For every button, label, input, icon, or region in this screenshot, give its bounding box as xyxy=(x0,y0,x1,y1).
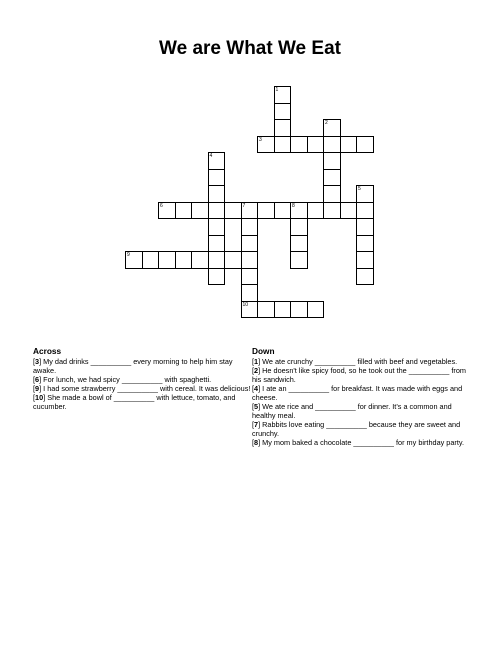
grid-cell[interactable] xyxy=(356,218,374,236)
grid-cell[interactable] xyxy=(158,251,176,269)
grid-cell[interactable] xyxy=(257,136,275,154)
grid-cell[interactable] xyxy=(257,301,275,319)
clue-number: 9 xyxy=(127,252,130,258)
grid-cell[interactable] xyxy=(191,251,209,269)
grid-cell[interactable] xyxy=(224,251,242,269)
grid-cell[interactable] xyxy=(307,136,325,154)
grid-cell[interactable] xyxy=(208,251,226,269)
grid-cell[interactable] xyxy=(241,202,259,220)
grid-cell[interactable] xyxy=(241,268,259,286)
grid-cell[interactable] xyxy=(274,136,292,154)
grid-cell[interactable] xyxy=(208,268,226,286)
grid-cell[interactable] xyxy=(290,235,308,253)
grid-cell[interactable] xyxy=(274,301,292,319)
clue-across-9: [9] I had some strawberry __________ with cereal. It was delicious! xyxy=(33,383,251,393)
grid-cell[interactable] xyxy=(356,185,374,203)
grid-cell[interactable] xyxy=(340,136,358,154)
clue-number: 3 xyxy=(259,136,262,143)
grid-cell[interactable] xyxy=(208,152,226,170)
grid-cell[interactable] xyxy=(241,301,259,319)
clue-number: 10 xyxy=(242,301,249,308)
grid-cell[interactable] xyxy=(323,136,341,154)
grid-cell[interactable] xyxy=(323,169,341,187)
grid-cell[interactable] xyxy=(274,86,292,104)
grid-cell[interactable] xyxy=(356,268,374,286)
clue-across-3: [3] My dad drinks __________ every morning to help him stay awake. xyxy=(33,357,233,375)
clue-down-7: [7] Rabbits love eating __________ because they are sweet and crunchy. xyxy=(252,419,461,438)
clue-number: 1 xyxy=(275,87,279,93)
grid-cell[interactable] xyxy=(290,301,308,319)
clue-number: 2 xyxy=(325,120,328,126)
clue-down-5: [5] We ate rice and __________ for dinner. It’s a common and healthy meal. xyxy=(252,401,452,420)
grid-cell[interactable] xyxy=(274,202,292,220)
grid-cell[interactable] xyxy=(323,202,341,220)
grid-cell[interactable] xyxy=(208,235,226,253)
grid-cell[interactable] xyxy=(356,235,374,253)
down-heading: Down xyxy=(252,346,275,356)
grid-cell[interactable] xyxy=(224,202,242,220)
grid-cell[interactable] xyxy=(274,103,292,121)
grid-cell[interactable] xyxy=(290,136,308,154)
clue-down-2: [2] He doesn't like spicy food, so he took out the __________ from his sandwich. xyxy=(252,366,466,384)
clue-down-1: [1] We ate crunchy __________ filled with beef and vegetables. xyxy=(252,357,458,366)
grid-cell[interactable] xyxy=(241,218,259,236)
grid-cell[interactable] xyxy=(208,218,226,236)
grid-cell[interactable] xyxy=(175,251,193,269)
grid-cell[interactable] xyxy=(208,202,226,220)
clue-across-6: [6] For lunch, we had spicy __________ with spaghetti. xyxy=(33,374,212,384)
clue-across-10: [10] She made a bowl of __________ with lettuce, tomato, and cucumber. xyxy=(33,393,236,411)
clue-down-4: [4] I ate an __________ for breakfast. It was made with eggs and cheese. xyxy=(252,383,463,402)
grid-cell[interactable] xyxy=(307,202,325,220)
grid-cell[interactable] xyxy=(241,235,259,253)
clue-number: 8 xyxy=(292,202,295,209)
grid-cell[interactable] xyxy=(290,251,308,269)
grid-cell[interactable] xyxy=(125,251,143,269)
clue-number: 6 xyxy=(160,202,163,209)
grid-cell[interactable] xyxy=(323,119,341,137)
grid-cell[interactable] xyxy=(356,136,374,154)
clue-down-8: [8] My mom baked a chocolate __________ for my birthday party. xyxy=(252,437,465,447)
grid-cell[interactable] xyxy=(307,301,325,319)
clue-number: 5 xyxy=(358,186,361,192)
grid-cell[interactable] xyxy=(290,202,308,220)
grid-cell[interactable] xyxy=(208,169,226,187)
grid-cell[interactable] xyxy=(158,202,176,220)
grid-cell[interactable] xyxy=(356,251,374,269)
grid-cell[interactable] xyxy=(340,202,358,220)
clue-number: 4 xyxy=(209,153,213,159)
grid-cell[interactable] xyxy=(191,202,209,220)
grid-cell[interactable] xyxy=(208,185,226,203)
clue-number: 7 xyxy=(242,202,246,209)
grid-cell[interactable] xyxy=(142,251,160,269)
grid-cell[interactable] xyxy=(274,119,292,137)
down-clues xyxy=(252,346,470,448)
puzzle-title: We are What We Eat xyxy=(159,38,341,59)
grid-cell[interactable] xyxy=(356,202,374,220)
grid-cell[interactable] xyxy=(241,251,259,269)
across-clues xyxy=(33,346,251,412)
grid-cell[interactable] xyxy=(290,218,308,236)
grid-cell[interactable] xyxy=(323,185,341,203)
grid-cell[interactable] xyxy=(257,202,275,220)
across-heading: Across xyxy=(33,346,62,356)
grid-cell[interactable] xyxy=(241,284,259,302)
grid-cell[interactable] xyxy=(323,152,341,170)
grid-cell[interactable] xyxy=(175,202,193,220)
